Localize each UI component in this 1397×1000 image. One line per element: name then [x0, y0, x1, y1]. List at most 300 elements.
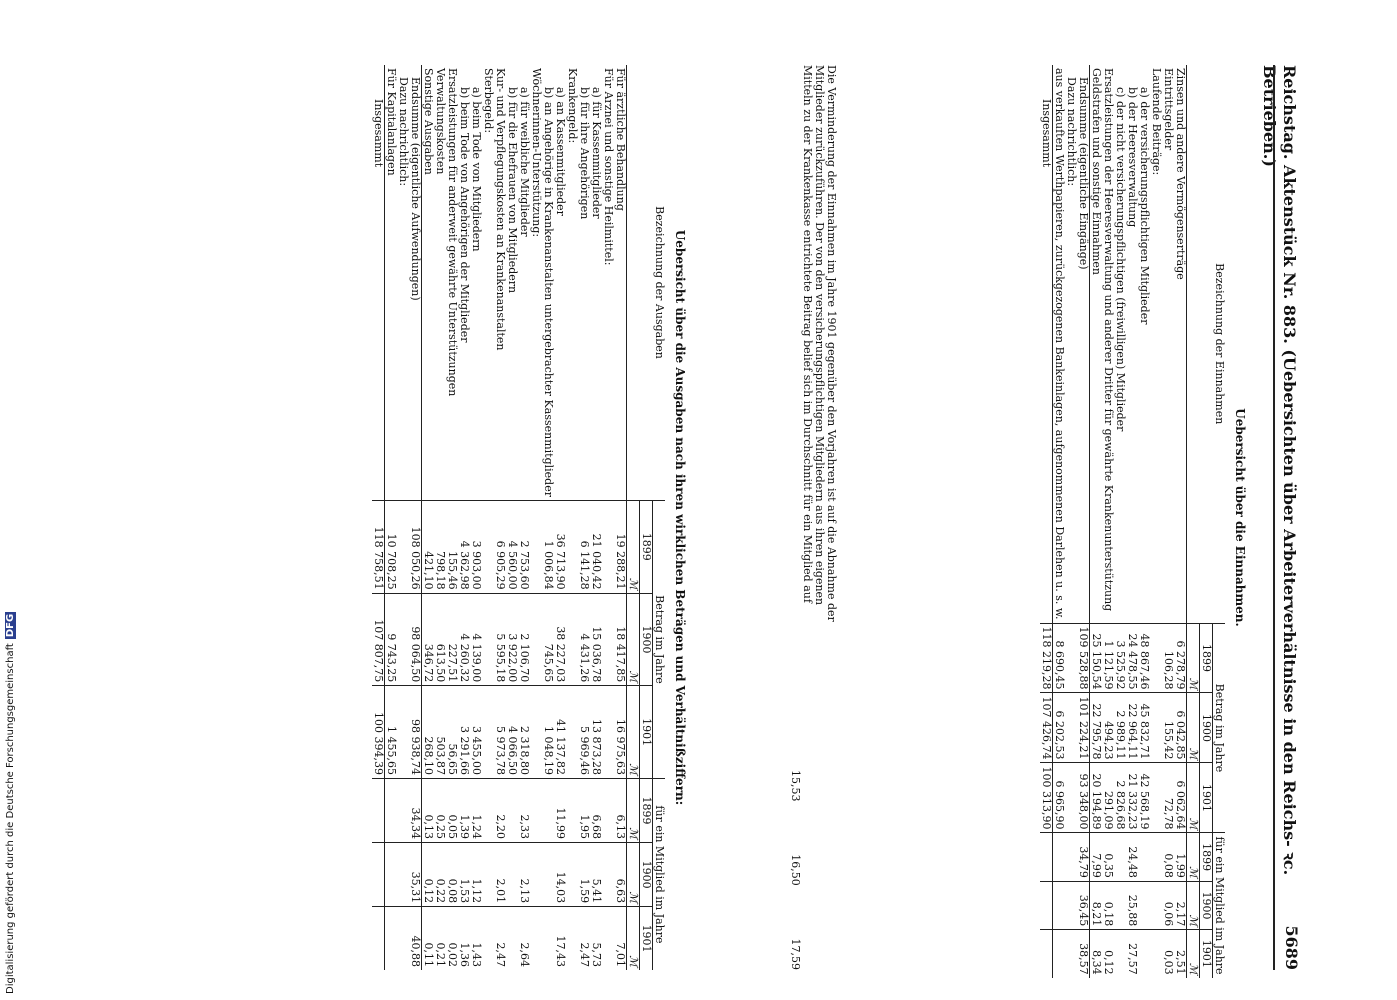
- row-value: 1 121,59: [1102, 623, 1114, 693]
- row-value: 8 690,45: [1053, 623, 1066, 693]
- table-row: [434, 65, 446, 970]
- row-value: 38 227,03: [554, 593, 566, 686]
- table-row: [1126, 65, 1138, 978]
- row-label: a) für Kassenmitglieder: [590, 87, 603, 219]
- year-header: 1900: [1200, 881, 1213, 929]
- header-rule: [1273, 65, 1275, 970]
- table-row: [1162, 65, 1174, 978]
- row-value: [1040, 881, 1053, 929]
- table-row: [372, 65, 385, 970]
- row-value: 2 826,68: [1114, 763, 1126, 833]
- row-value: 42 568,19: [1138, 763, 1150, 833]
- row-value: 0,02: [446, 907, 458, 970]
- table-row: [470, 65, 482, 970]
- row-label: Sterbegeld:: [482, 68, 495, 134]
- row-label: Eintrittsgelder: [1162, 68, 1175, 151]
- row-value: 1,99: [1174, 833, 1187, 881]
- row-value: [1150, 693, 1162, 763]
- year-header: 1901: [640, 907, 653, 970]
- row-value: 106,28: [1162, 623, 1174, 693]
- table-row: [1053, 65, 1066, 978]
- table-row: [458, 65, 470, 970]
- row-value: 21 332,23: [1126, 763, 1138, 833]
- row-value: 8,34: [1090, 930, 1103, 978]
- row-value: [1065, 623, 1077, 693]
- row-value: [1138, 881, 1150, 929]
- row-value: 6 042,85: [1174, 693, 1187, 763]
- row-value: [1150, 763, 1162, 833]
- row-value: 6 141,28: [578, 500, 590, 593]
- row-value: [542, 843, 554, 907]
- row-value: 108 050,26: [409, 500, 422, 593]
- row-value: 0,21: [434, 907, 446, 970]
- row-value: [530, 843, 542, 907]
- row-value: [1138, 833, 1150, 881]
- row-value: 36 713,90: [554, 500, 566, 593]
- row-value: 27,57: [1126, 930, 1138, 978]
- row-value: [506, 907, 518, 970]
- income-note: [789, 65, 838, 970]
- row-value: 4 431,26: [578, 593, 590, 686]
- row-value: 494,23: [1102, 693, 1114, 763]
- unit-label: ℳ: [627, 843, 640, 907]
- row-value: 118 219,28: [1040, 623, 1053, 693]
- rotated-page-content: [95, 65, 1305, 975]
- row-value: [602, 593, 614, 686]
- row-value: 2,47: [494, 907, 506, 970]
- unit-label: ℳ: [627, 593, 640, 686]
- table-row: [554, 65, 566, 970]
- row-value: 101 224,21: [1077, 693, 1090, 763]
- row-value: 3 291,66: [458, 686, 470, 779]
- year-header: 1900: [1200, 693, 1213, 763]
- row-value: [482, 778, 494, 842]
- row-value: 2 989,11: [1114, 693, 1126, 763]
- row-value: [1065, 881, 1077, 929]
- row-value: 2,17: [1174, 881, 1187, 929]
- row-value: 4 139,00: [470, 593, 482, 686]
- row-value: [372, 907, 385, 970]
- year-header: 1900: [640, 593, 653, 686]
- row-value: [566, 593, 578, 686]
- income-table: [1040, 65, 1225, 978]
- table-row: [446, 65, 458, 970]
- row-value: 155,46: [446, 500, 458, 593]
- row-value: 0,12: [1102, 930, 1114, 978]
- row-value: [1053, 930, 1066, 978]
- row-value: [1150, 881, 1162, 929]
- row-value: [1040, 833, 1053, 881]
- row-value: 19 288,21: [614, 500, 627, 593]
- table-row: [506, 65, 518, 970]
- row-label: Endsumme (eigentliche Aufwendungen): [409, 65, 422, 500]
- table-row: [422, 65, 435, 970]
- col-header-desc: Bezeichnung der Einnahmen: [1187, 65, 1226, 623]
- year-header: 1900: [640, 843, 653, 907]
- expenses-table: [372, 65, 665, 970]
- row-value: 7,01: [614, 907, 627, 970]
- row-value: 6 278,79: [1174, 623, 1187, 693]
- row-value: [397, 500, 409, 593]
- row-value: 13 873,28: [590, 686, 602, 779]
- row-value: 25,88: [1126, 881, 1138, 929]
- row-label: Sonstige Ausgaben: [422, 68, 435, 175]
- col-group-per-member: für ein Mitglied im Jahre: [653, 778, 666, 970]
- row-value: 8,21: [1090, 881, 1103, 929]
- row-value: [1040, 930, 1053, 978]
- digitization-footer: [5, 604, 19, 994]
- row-value: 48 867,46: [1138, 623, 1150, 693]
- row-value: 41 137,82: [554, 686, 566, 779]
- row-value: [1114, 881, 1126, 929]
- note-text: Die Verminderung der Einnahmen im Jahre 1901 gegenüber den Vorjahren ist auf die Abnahme der Mitglieder zurückzuführen. Der von den versicherungspflichtigen Mitgliedern aus ihren eigenen Mitteln zu der Krankenkasse entrichtete Beitrag belief sich im Durchschnitt für ein Mitglied auf: [801, 65, 838, 622]
- row-value: [1053, 881, 1066, 929]
- row-value: 503,87: [434, 686, 446, 779]
- row-value: [542, 907, 554, 970]
- note-value: 16,50: [789, 854, 802, 886]
- row-value: [602, 843, 614, 907]
- row-value: 40,88: [409, 907, 422, 970]
- table-row: [542, 65, 554, 970]
- row-value: [372, 843, 385, 907]
- row-label: Geldstrafen und sonstige Einnahmen: [1090, 68, 1103, 275]
- row-value: [1114, 833, 1126, 881]
- row-value: 5,41: [590, 843, 602, 907]
- expenses-title: Uebersicht über die Ausgaben nach ihren wirklichen Beträgen und Verhältnißziffern:: [673, 229, 687, 806]
- row-label: b) für die Ehefrauen von Mitgliedern: [506, 87, 519, 294]
- row-value: 9 743,25: [385, 593, 398, 686]
- table-row: [1138, 65, 1150, 978]
- row-value: 6 062,64: [1174, 763, 1187, 833]
- row-value: [530, 593, 542, 686]
- row-value: 5 973,78: [494, 686, 506, 779]
- dfg-logo: DFG: [5, 613, 16, 638]
- row-value: 1,24: [470, 778, 482, 842]
- row-value: 4 066,50: [506, 686, 518, 779]
- row-value: [1065, 833, 1077, 881]
- row-value: [506, 843, 518, 907]
- table-row: [385, 65, 398, 970]
- row-value: 0,12: [422, 843, 435, 907]
- year-header: 1899: [640, 778, 653, 842]
- row-value: 2,01: [494, 843, 506, 907]
- row-value: 11,99: [554, 778, 566, 842]
- row-value: [397, 907, 409, 970]
- unit-label: ℳ: [1187, 881, 1200, 929]
- row-value: [566, 907, 578, 970]
- year-header: 1899: [1200, 833, 1213, 881]
- row-value: 2 106,70: [518, 593, 530, 686]
- row-value: 4 260,32: [458, 593, 470, 686]
- page-number: 5689: [1282, 925, 1301, 970]
- row-label: Dazu nachrichtlich:: [1065, 77, 1078, 187]
- row-value: 346,72: [422, 593, 435, 686]
- row-value: 0,11: [422, 907, 435, 970]
- table-row: [1065, 65, 1077, 978]
- row-value: 24 478,55: [1126, 623, 1138, 693]
- row-value: 3 525,92: [1114, 623, 1126, 693]
- year-header: 1901: [1200, 930, 1213, 978]
- row-value: 0,13: [422, 778, 435, 842]
- row-value: [566, 500, 578, 593]
- row-value: 10 708,25: [385, 500, 398, 593]
- row-value: [530, 907, 542, 970]
- row-value: 21 040,42: [590, 500, 602, 593]
- row-value: [482, 843, 494, 907]
- row-value: [1150, 833, 1162, 881]
- row-value: [1150, 623, 1162, 693]
- row-value: 0,18: [1102, 881, 1114, 929]
- row-value: [385, 907, 398, 970]
- row-value: 155,42: [1162, 693, 1174, 763]
- row-label: b) der Heeresverwaltung: [1126, 87, 1139, 228]
- row-label: Zinsen und andere Vermögenserträge: [1174, 68, 1187, 280]
- row-value: 24,48: [1126, 833, 1138, 881]
- row-value: [482, 500, 494, 593]
- row-value: 268,10: [422, 686, 435, 779]
- unit-label: ℳ: [627, 907, 640, 970]
- row-label: Endsumme (eigentliche Eingänge): [1077, 65, 1090, 623]
- table-row: [1102, 65, 1114, 978]
- row-value: 1,59: [578, 843, 590, 907]
- year-header: 1899: [640, 500, 653, 593]
- row-value: 6 965,90: [1053, 763, 1066, 833]
- row-value: 34,34: [409, 778, 422, 842]
- row-value: [397, 686, 409, 779]
- row-value: 227,51: [446, 593, 458, 686]
- row-value: 100 394,39: [372, 686, 385, 779]
- digitization-text: Digitalisierung gefördert durch die Deutsche Forschungsgemeinschaft: [5, 643, 16, 994]
- row-value: 2 318,80: [518, 686, 530, 779]
- row-value: [530, 778, 542, 842]
- row-value: 93 348,00: [1077, 763, 1090, 833]
- row-label: b) für ihre Angehörigen: [578, 87, 591, 220]
- row-value: [530, 500, 542, 593]
- row-value: 72,78: [1162, 763, 1174, 833]
- row-value: 421,10: [422, 500, 435, 593]
- row-label: Insgesammt: [372, 65, 385, 500]
- row-value: 118 758,51: [372, 500, 385, 593]
- row-value: 3 922,00: [506, 593, 518, 686]
- row-label: Kur- und Verpflegungskosten an Krankenanstalten: [494, 68, 507, 351]
- row-value: 45 832,71: [1138, 693, 1150, 763]
- row-value: [506, 778, 518, 842]
- note-value: 17,59: [789, 938, 802, 970]
- row-value: 5 969,46: [578, 686, 590, 779]
- table-row: [1040, 65, 1053, 978]
- row-value: [482, 686, 494, 779]
- table-row: [530, 65, 542, 970]
- row-value: 2,33: [518, 778, 530, 842]
- row-label: b) an Angehörige in Krankenanstalten untergebrachter Kassenmitglieder: [542, 87, 555, 497]
- row-value: 17,43: [554, 907, 566, 970]
- row-value: 1 455,65: [385, 686, 398, 779]
- table-row: [1174, 65, 1187, 978]
- row-value: 0,06: [1162, 881, 1174, 929]
- row-value: 2,47: [578, 907, 590, 970]
- row-value: [1065, 693, 1077, 763]
- row-label: Ersatzleistungen der Heeresverwaltung und anderer Dritter für gewährte Krankenunterstützung: [1102, 68, 1115, 612]
- row-value: [602, 907, 614, 970]
- row-value: 6,63: [614, 843, 627, 907]
- row-value: 56,65: [446, 686, 458, 779]
- table-row: [1150, 65, 1162, 978]
- row-value: 798,18: [434, 500, 446, 593]
- row-value: [397, 843, 409, 907]
- row-value: 98 064,50: [409, 593, 422, 686]
- table-row: [590, 65, 602, 970]
- table-row: [602, 65, 614, 970]
- row-label: a) für weibliche Mitglieder: [518, 87, 531, 237]
- row-value: 0,05: [446, 778, 458, 842]
- row-value: [385, 843, 398, 907]
- row-value: 0,08: [1162, 833, 1174, 881]
- row-value: 3 455,00: [470, 686, 482, 779]
- row-value: 15 036,78: [590, 593, 602, 686]
- row-value: 1 006,84: [542, 500, 554, 593]
- row-value: 1,53: [458, 843, 470, 907]
- row-value: 3 903,00: [470, 500, 482, 593]
- row-value: 0,25: [434, 778, 446, 842]
- row-value: 1,95: [578, 778, 590, 842]
- row-label: Wöchnerinnen-Unterstützung:: [530, 68, 543, 238]
- row-value: 100 313,90: [1040, 763, 1053, 833]
- row-value: 1,43: [470, 907, 482, 970]
- row-value: 1,12: [470, 843, 482, 907]
- row-value: 22 964,11: [1126, 693, 1138, 763]
- table-row: [518, 65, 530, 970]
- table-row: [578, 65, 590, 970]
- row-label: Krankengeld:: [566, 68, 579, 144]
- unit-label: ℳ: [1187, 763, 1200, 833]
- row-value: 1,39: [458, 778, 470, 842]
- row-value: 613,50: [434, 593, 446, 686]
- row-value: 35,31: [409, 843, 422, 907]
- row-label: a) an Kassenmitglieder: [554, 87, 567, 216]
- row-value: 0,22: [434, 843, 446, 907]
- row-value: 16 975,63: [614, 686, 627, 779]
- row-value: 107 426,74: [1040, 693, 1053, 763]
- table-row: [1077, 65, 1090, 978]
- unit-label: ℳ: [627, 500, 640, 593]
- row-value: 0,35: [1102, 833, 1114, 881]
- unit-label: ℳ: [1187, 930, 1200, 978]
- row-label: Laufende Beiträge:: [1150, 68, 1163, 176]
- table-row: [566, 65, 578, 970]
- row-value: [530, 686, 542, 779]
- row-value: 5,73: [590, 907, 602, 970]
- table-row: [409, 65, 422, 970]
- row-value: [1138, 930, 1150, 978]
- row-label: Insgesammt: [1040, 65, 1053, 623]
- row-value: 6,68: [590, 778, 602, 842]
- row-label: a) der versicherungspflichtigen Mitglieder: [1138, 87, 1151, 325]
- row-value: 6,13: [614, 778, 627, 842]
- row-value: 6 202,53: [1053, 693, 1066, 763]
- row-label: c) der nicht versicherungspflichtigen (freiwilligen) Mitglieder: [1114, 87, 1127, 432]
- row-value: [602, 778, 614, 842]
- row-value: 0,03: [1162, 930, 1174, 978]
- table-row: [494, 65, 506, 970]
- row-value: [566, 843, 578, 907]
- row-value: [385, 778, 398, 842]
- row-value: 2,20: [494, 778, 506, 842]
- row-value: [602, 500, 614, 593]
- row-label: b) beim Tode von Angehörigen der Mitglieder: [458, 87, 471, 343]
- row-value: [566, 686, 578, 779]
- row-value: 22 795,78: [1090, 693, 1103, 763]
- income-title: Uebersicht über die Einnahmen.: [1233, 408, 1247, 627]
- row-label: Verwaltungskosten: [434, 68, 447, 175]
- row-value: [542, 778, 554, 842]
- row-value: [602, 686, 614, 779]
- row-value: 25 150,54: [1090, 623, 1103, 693]
- row-value: [1053, 833, 1066, 881]
- row-value: [397, 778, 409, 842]
- row-value: [482, 593, 494, 686]
- row-value: 1 048,19: [542, 686, 554, 779]
- row-value: 5 595,18: [494, 593, 506, 686]
- unit-label: ℳ: [1187, 833, 1200, 881]
- row-value: 6 905,29: [494, 500, 506, 593]
- col-group-amount: Betrag im Jahre: [1213, 623, 1226, 833]
- col-group-per-member: für ein Mitglied im Jahre: [1213, 833, 1226, 978]
- row-value: [1065, 763, 1077, 833]
- row-value: 4 560,00: [506, 500, 518, 593]
- row-value: 745,65: [542, 593, 554, 686]
- row-value: 2,64: [518, 907, 530, 970]
- year-header: 1901: [1200, 763, 1213, 833]
- row-value: 14,03: [554, 843, 566, 907]
- row-value: [1150, 930, 1162, 978]
- row-value: 34,79: [1077, 833, 1090, 881]
- table-row: [1114, 65, 1126, 978]
- row-value: 0,08: [446, 843, 458, 907]
- col-group-amount: Betrag im Jahre: [653, 500, 666, 778]
- row-label: a) beim Tode von Mitgliedern: [470, 87, 483, 252]
- row-label: Für Kapitalanlagen: [385, 68, 398, 176]
- row-label: Für Arznei und sonstige Heilmittel:: [602, 68, 615, 266]
- note-value: 15,53: [789, 770, 802, 802]
- row-value: 1,36: [458, 907, 470, 970]
- row-value: 291,09: [1102, 763, 1114, 833]
- row-label: Ersatzleistungen für anderweit gewährte Unterstützungen: [446, 68, 459, 397]
- table-row: [614, 65, 627, 970]
- row-value: 107 807,75: [372, 593, 385, 686]
- unit-label: ℳ: [627, 686, 640, 779]
- table-row: [1090, 65, 1103, 978]
- row-value: [397, 593, 409, 686]
- row-value: 2 753,60: [518, 500, 530, 593]
- year-header: 1901: [640, 686, 653, 779]
- row-value: [1065, 930, 1077, 978]
- row-label: aus verkauften Werthpapieren, zurückgezogenen Bankeinlagen, aufgenommenen Darlehen u. s. w.: [1053, 68, 1066, 620]
- row-value: 36,45: [1077, 881, 1090, 929]
- row-value: 20 194,89: [1090, 763, 1103, 833]
- unit-label: ℳ: [1187, 693, 1200, 763]
- year-header: 1899: [1200, 623, 1213, 693]
- row-value: 4 362,98: [458, 500, 470, 593]
- row-value: [566, 778, 578, 842]
- row-value: 2,13: [518, 843, 530, 907]
- row-value: 18 417,85: [614, 593, 627, 686]
- row-value: [482, 907, 494, 970]
- row-value: 38,57: [1077, 930, 1090, 978]
- table-row: [482, 65, 494, 970]
- unit-label: ℳ: [627, 778, 640, 842]
- row-label: Dazu nachrichtlich:: [397, 77, 410, 187]
- row-value: 2,51: [1174, 930, 1187, 978]
